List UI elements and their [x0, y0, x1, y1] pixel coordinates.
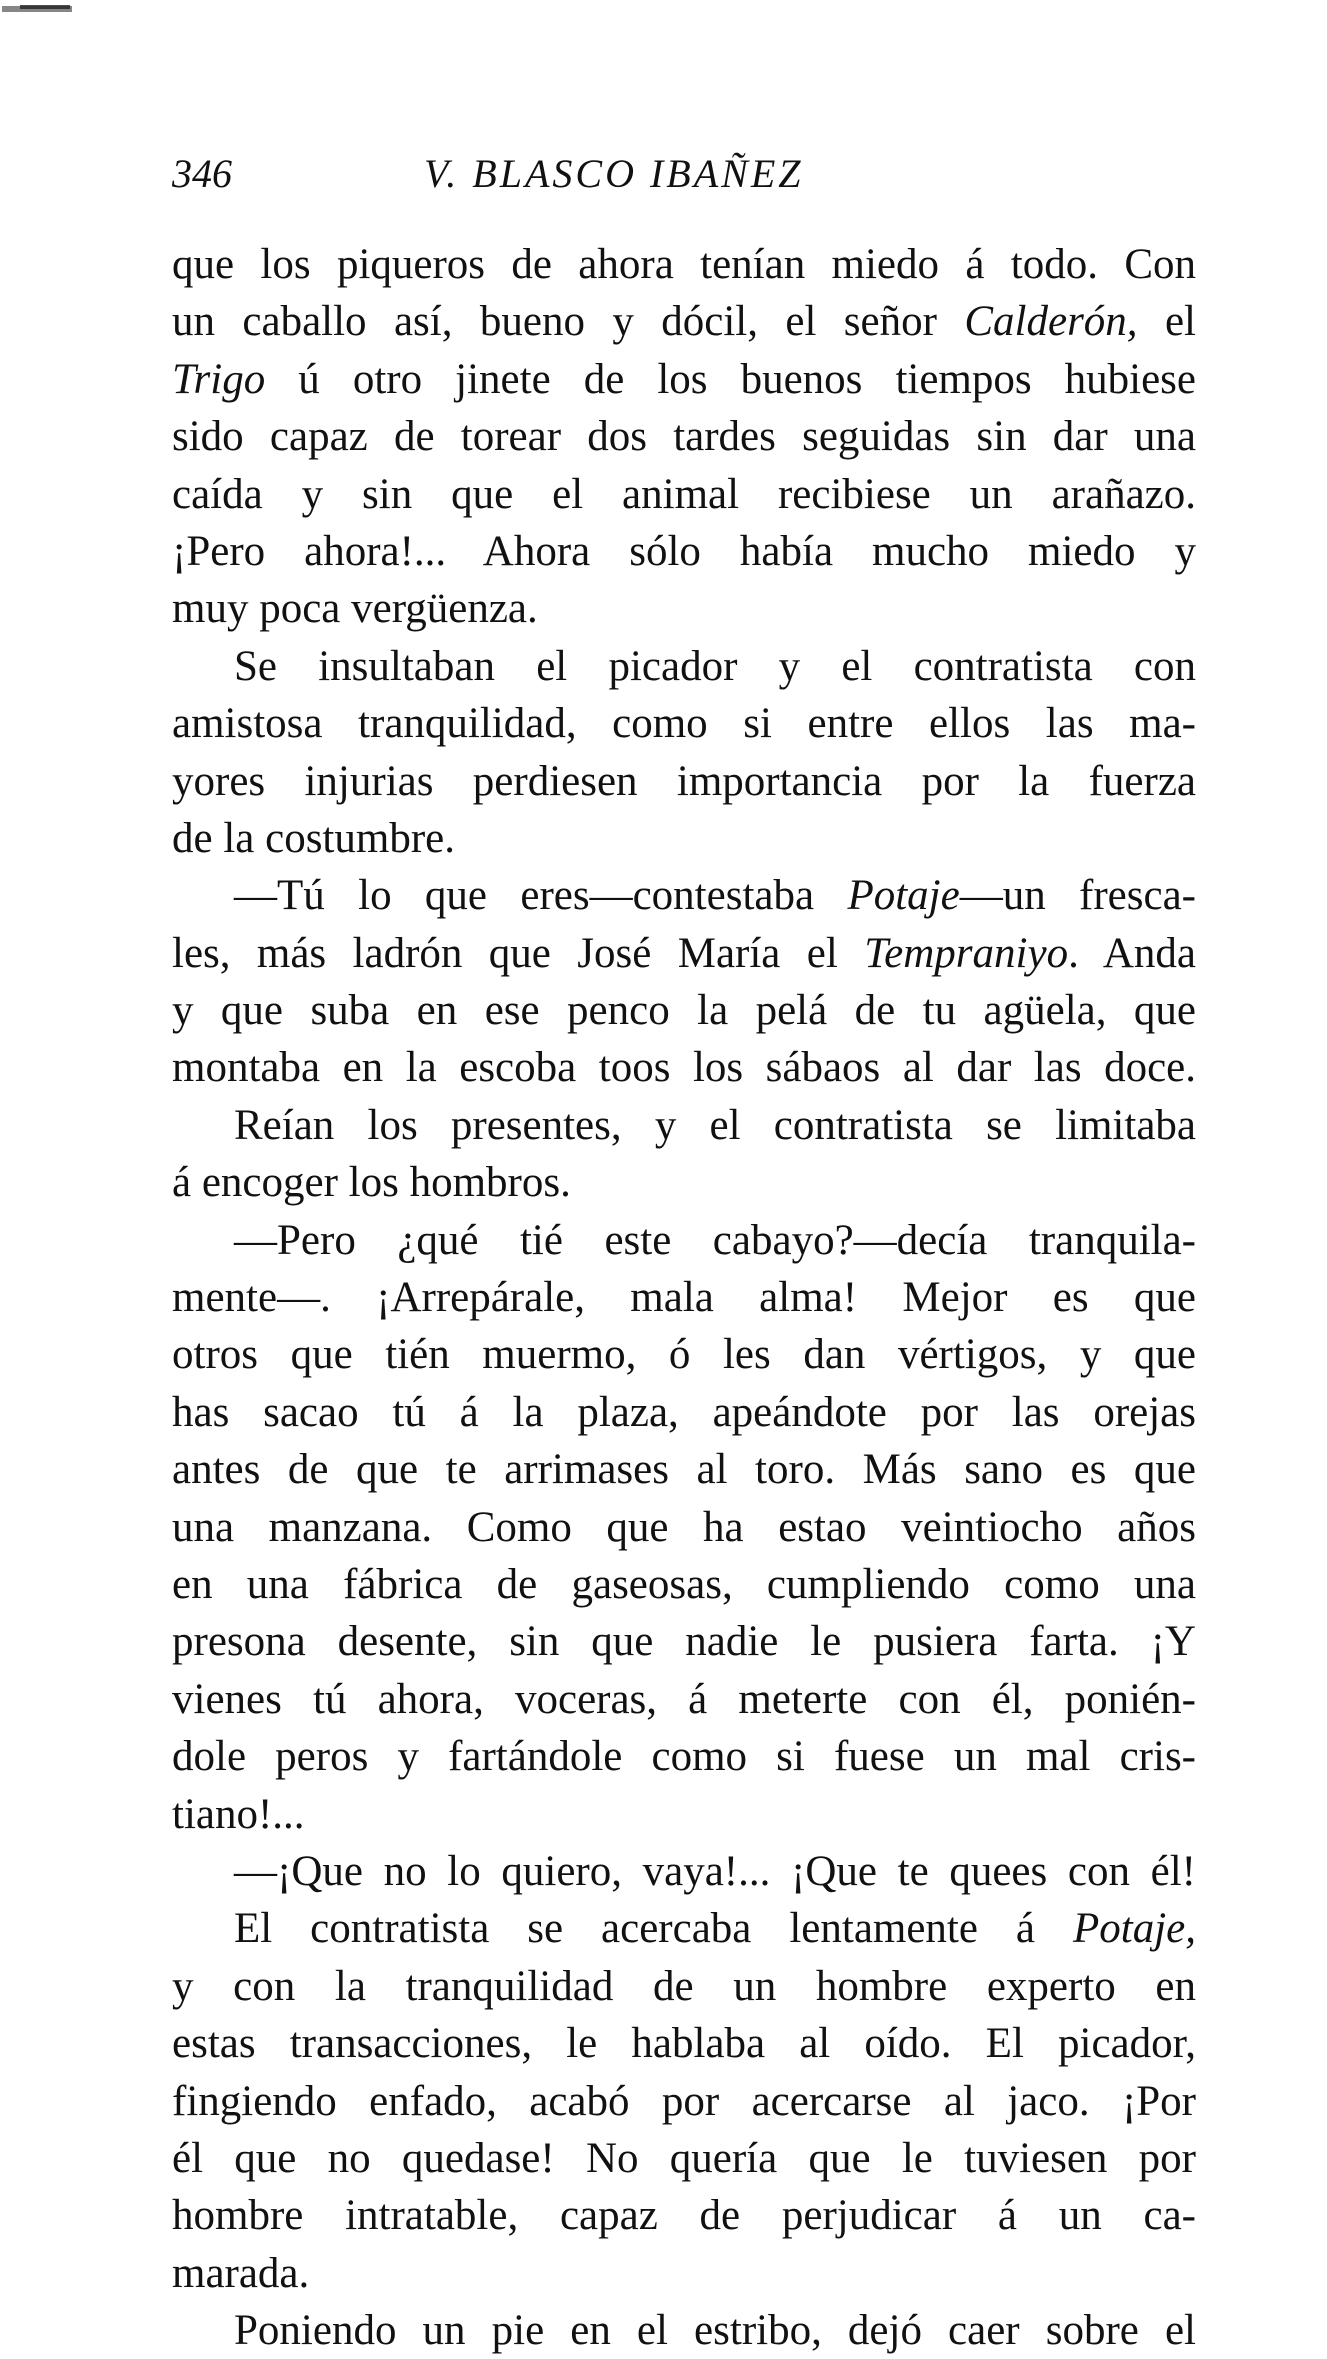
text-segment: dole peros y fartándole como si fuese un mal cris- [172, 1733, 1196, 1781]
text-segment: él que no quedase! No quería que le tuviesen por [172, 2134, 1196, 2182]
text-segment: tiano!... [172, 1790, 305, 1838]
text-line [172, 1671, 1196, 1728]
text-segment: que los piqueros de ahora tenían miedo á todo. Con [172, 241, 1196, 288]
text-line [172, 1097, 1196, 1154]
text-line [172, 2130, 1196, 2187]
text-line [172, 580, 1196, 637]
text-segment: . Anda [1068, 929, 1196, 977]
text-line [172, 810, 1196, 867]
text-segment: —Tú lo que eres—contestaba [234, 872, 848, 920]
text-segment: caída y sin que el animal recibiese un arañazo. [172, 470, 1196, 518]
text-segment: de la costumbre. [172, 814, 455, 862]
text-segment: ú otro jinete de los buenos tiempos hubiese [265, 355, 1196, 403]
text-segment: antes de que te arrimases al toro. Más sano es que [172, 1446, 1196, 1494]
text-line [172, 638, 1196, 695]
text-line [172, 523, 1196, 580]
text-line [172, 1556, 1196, 1613]
text-segment: has sacao tú á la plaza, apeándote por las orejas [172, 1388, 1196, 1436]
text-line [172, 1154, 1196, 1211]
italic-segment: Tempraniyo [864, 929, 1069, 977]
text-line [172, 2187, 1196, 2244]
text-line [172, 1039, 1196, 1096]
text-line [172, 466, 1196, 523]
text-line [172, 1441, 1196, 1498]
text-line [172, 2015, 1196, 2072]
body-text [172, 236, 1196, 2359]
text-segment: mente—. ¡Arrepárale, mala alma! Mejor es que [172, 1274, 1196, 1322]
text-segment: —un fresca- [959, 872, 1196, 920]
text-line [172, 1843, 1196, 1900]
text-line [172, 2245, 1196, 2302]
text-line [172, 1384, 1196, 1441]
italic-segment: Potaje, [1073, 1905, 1196, 1953]
text-line [172, 2073, 1196, 2130]
text-line [172, 1613, 1196, 1670]
text-segment: en una fábrica de gaseosas, cumpliendo como una [172, 1560, 1196, 1608]
running-head [172, 150, 1196, 210]
page-number: 346 [172, 151, 232, 196]
text-segment: el [1137, 298, 1196, 346]
text-line [172, 925, 1196, 982]
text-segment: muy poca vergüenza. [172, 585, 538, 633]
text-line [172, 1326, 1196, 1383]
text-line [172, 1958, 1196, 2015]
text-segment: vienes tú ahora, voceras, á meterte con él, ponién- [172, 1675, 1196, 1723]
text-segment: hombre intratable, capaz de perjudicar á un ca- [172, 2192, 1196, 2240]
text-segment: —¡Que no lo quiero, vaya!... ¡Que te quees con él! [234, 1847, 1196, 1895]
text-segment: Poniendo un pie en el estribo, dejó caer sobre el [234, 2307, 1196, 2355]
text-segment: un caballo así, bueno y dócil, el señor [172, 298, 965, 346]
text-segment: estas transacciones, le hablaba al oído. El picador, [172, 2020, 1196, 2068]
text-segment: otros que tién muermo, ó les dan vértigos, y que [172, 1331, 1196, 1379]
text-line [172, 1499, 1196, 1556]
text-line [172, 867, 1196, 924]
text-line [172, 695, 1196, 752]
text-line [172, 2302, 1196, 2359]
text-segment: una manzana. Como que ha estao veintiocho años [172, 1503, 1196, 1551]
text-segment: yores injurias perdiesen importancia por la fuerza [172, 757, 1196, 805]
text-segment: y que suba en ese penco la pelá de tu agüela, que [172, 987, 1196, 1035]
text-segment: y con la tranquilidad de un hombre experto en [172, 1962, 1196, 2010]
text-line [172, 1212, 1196, 1269]
text-segment: presona desente, sin que nadie le pusiera farta. ¡Y [172, 1618, 1196, 1666]
text-segment: ¡Pero ahora!... Ahora sólo había mucho miedo y [172, 527, 1196, 575]
text-segment: Se insultaban el picador y el contratista con [234, 642, 1196, 690]
text-line [172, 236, 1196, 293]
text-segment: —Pero ¿qué tié este cabayo?—decía tranquila- [234, 1216, 1196, 1264]
scan-artifact [20, 5, 70, 9]
text-segment: Reían los presentes, y el contratista se limitaba [234, 1101, 1196, 1149]
text-line [172, 351, 1196, 408]
text-segment: marada. [172, 2249, 310, 2297]
running-title: V. BLASCO IBAÑEZ [424, 151, 804, 196]
text-line [172, 1786, 1196, 1843]
text-segment: les, más ladrón que José María el [172, 929, 865, 977]
text-line [172, 1728, 1196, 1785]
text-line [172, 753, 1196, 810]
italic-segment: Trigo [172, 355, 266, 403]
italic-segment: Potaje [847, 872, 960, 920]
text-segment: fingiendo enfado, acabó por acercarse al jaco. ¡Por [172, 2077, 1196, 2125]
text-segment: montaba en la escoba toos los sábaos al dar las doce. [172, 1044, 1196, 1092]
text-segment: amistosa tranquilidad, como si entre ellos las ma- [172, 700, 1196, 748]
text-line [172, 982, 1196, 1039]
italic-segment: Calderón, [964, 298, 1138, 346]
text-line [172, 293, 1196, 350]
text-line [172, 1900, 1196, 1957]
text-segment: á encoger los hombros. [172, 1159, 571, 1207]
text-segment: sido capaz de torear dos tardes seguidas sin dar una [172, 413, 1196, 461]
text-line [172, 1269, 1196, 1326]
text-line [172, 408, 1196, 465]
text-segment: El contratista se acercaba lentamente á [234, 1905, 1073, 1953]
